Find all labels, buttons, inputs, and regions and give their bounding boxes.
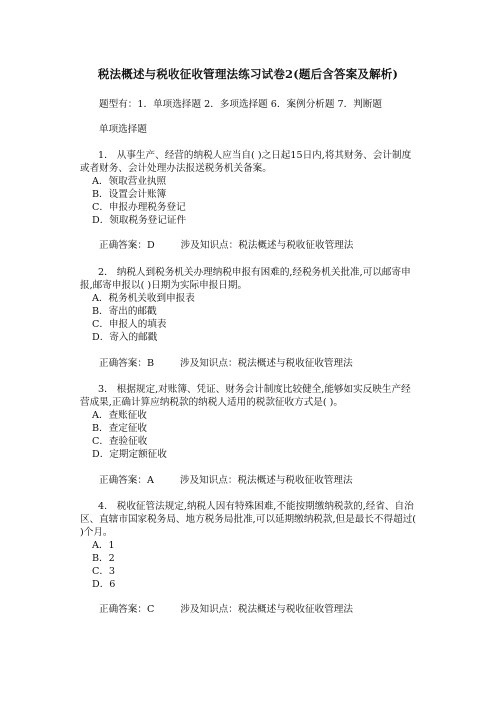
- question-2-option-d: D．寄入的邮戳: [92, 332, 158, 343]
- question-3-option-b: B．查定征收: [92, 423, 148, 434]
- question-3-option-c: C．查验征收: [92, 436, 148, 447]
- question-1-answer-row: [99, 239, 353, 252]
- section-heading: 单项选择题: [99, 124, 147, 135]
- question-4-text: 4． 税收征管法规定,纳税人因有特殊困难,不能按期缴纳税款的,经省、自治区、直辖市国家税务局、地方税务局批准,可以延期缴纳税款,但是最长不得超过( )个月。: [80, 501, 417, 538]
- question-1-option-b: B．设置会计账簿: [92, 189, 167, 200]
- question-4-option-a: A．1: [92, 540, 115, 551]
- question-2-text: 2． 纳税人到税务机关办理纳税申报有困难的,经税务机关批准,可以邮寄申报,邮寄申报以( )日期为实际申报日期。: [80, 267, 411, 291]
- question-2-answer: 正确答案：B: [99, 358, 155, 369]
- question-4-option-d: D．6: [92, 579, 116, 590]
- question-3-text: 3． 根据规定,对账簿、凭证、财务会计制度比较健全,能够如实反映生产经营成果,正确计算应纳税款的纳税人适用的税款征收方式是( )。: [80, 384, 411, 408]
- question-3-answer-row: [99, 474, 353, 487]
- question-4-answer: 正确答案：C: [99, 604, 155, 615]
- question-1-answer: 正确答案：D: [99, 240, 155, 251]
- question-4-option-c: C．3: [92, 566, 116, 577]
- question-3-option-a: A．查账征收: [92, 410, 147, 421]
- question-4-option-b: B．2: [92, 553, 115, 564]
- question-2-option-c: C．申报人的填表: [92, 319, 167, 330]
- question-2-answer-row: [99, 357, 353, 370]
- question-3-answer: 正确答案：A: [99, 475, 154, 486]
- question-1-option-a: A．领取营业执照: [92, 176, 167, 187]
- question-4-knowledge-point: 涉及知识点：税法概述与税收征收管理法: [180, 604, 353, 615]
- document-title: 税法概述与税收征收管理法练习试卷2(题后含答案及解析): [97, 67, 399, 81]
- question-1-knowledge-point: 涉及知识点：税法概述与税收征收管理法: [180, 240, 354, 251]
- question-4-answer-row: [99, 603, 353, 616]
- question-2-knowledge-point: 涉及知识点：税法概述与税收征收管理法: [180, 358, 353, 369]
- question-1-option-d: D．领取税务登记证件: [92, 215, 187, 226]
- question-types-line: 题型有：1．单项选择题 2．多项选择题 6．案例分析题 7．判断题: [99, 99, 383, 110]
- question-1-text: 1． 从事生产、经营的纳税人应当自( )之日起15日内,将其财务、会计制度或者财务、会计处理办法报送税务机关备案。: [80, 150, 412, 174]
- question-3-knowledge-point: 涉及知识点：税法概述与税收征收管理法: [179, 475, 353, 486]
- question-3-option-d: D．定期定额征收: [92, 449, 167, 460]
- question-1-option-c: C．申报办理税务登记: [92, 202, 186, 213]
- question-2-option-b: B．寄出的邮戳: [92, 306, 157, 317]
- question-2-option-a: A．税务机关收到申报表: [92, 293, 195, 304]
